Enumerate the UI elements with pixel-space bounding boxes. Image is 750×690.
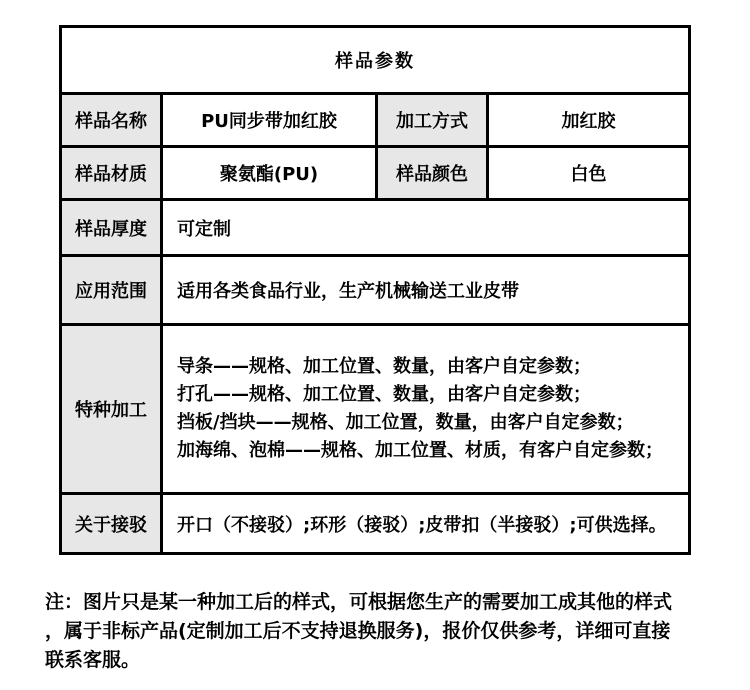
application-value: 适用各类食品行业，生产机械输送工业皮带 [162, 256, 690, 325]
page-title: 样品参数 [61, 27, 690, 94]
processing-method-label: 加工方式 [377, 94, 488, 147]
footer-note-line: 注：图片只是某一种加工后的样式，可根据您生产的需要加工成其他的样式 [45, 591, 673, 613]
material-label: 样品材质 [61, 147, 162, 200]
special-line-baffle: 挡板/挡块——规格、加工位置，数量，由客户自定参数； [177, 412, 634, 433]
special-line-punching: 打孔——规格、加工位置、数量，由客户自定参数； [177, 384, 591, 405]
joining-label: 关于接驳 [61, 494, 162, 554]
application-label: 应用范围 [61, 256, 162, 325]
footer-note-line: 联系客服。 [45, 649, 141, 671]
special-line-guide-strip: 导条——规格、加工位置、数量，由客户自定参数； [177, 356, 591, 377]
table-row-joining [61, 494, 690, 554]
title-row [61, 27, 690, 94]
color-value: 白色 [488, 147, 690, 200]
footer-note-line: ，属于非标产品(定制加工后不支持退换服务)，报价仅供参考，详细可直接 [45, 620, 671, 642]
thickness-value: 可定制 [162, 200, 690, 256]
special-processing-label: 特种加工 [61, 325, 162, 494]
special-processing-value [162, 325, 690, 494]
processing-method-value: 加红胶 [488, 94, 690, 147]
table-row-thickness [61, 200, 690, 256]
sample-name-label: 样品名称 [61, 94, 162, 147]
special-line-sponge: 加海绵、泡棉——规格、加工位置、材质，有客户自定参数； [177, 440, 663, 461]
footer-note [45, 588, 717, 675]
sample-name-value: PU同步带加红胶 [162, 94, 377, 147]
color-label: 样品颜色 [377, 147, 488, 200]
table-row-material [61, 147, 690, 200]
table-row-special-processing [61, 325, 690, 494]
spec-table [59, 25, 691, 555]
table-row-sample-name [61, 94, 690, 147]
material-value: 聚氨酯(PU) [162, 147, 377, 200]
table-row-application [61, 256, 690, 325]
thickness-label: 样品厚度 [61, 200, 162, 256]
joining-value: 开口（不接驳）;环形（接驳）;皮带扣（半接驳）;可供选择。 [162, 494, 690, 554]
